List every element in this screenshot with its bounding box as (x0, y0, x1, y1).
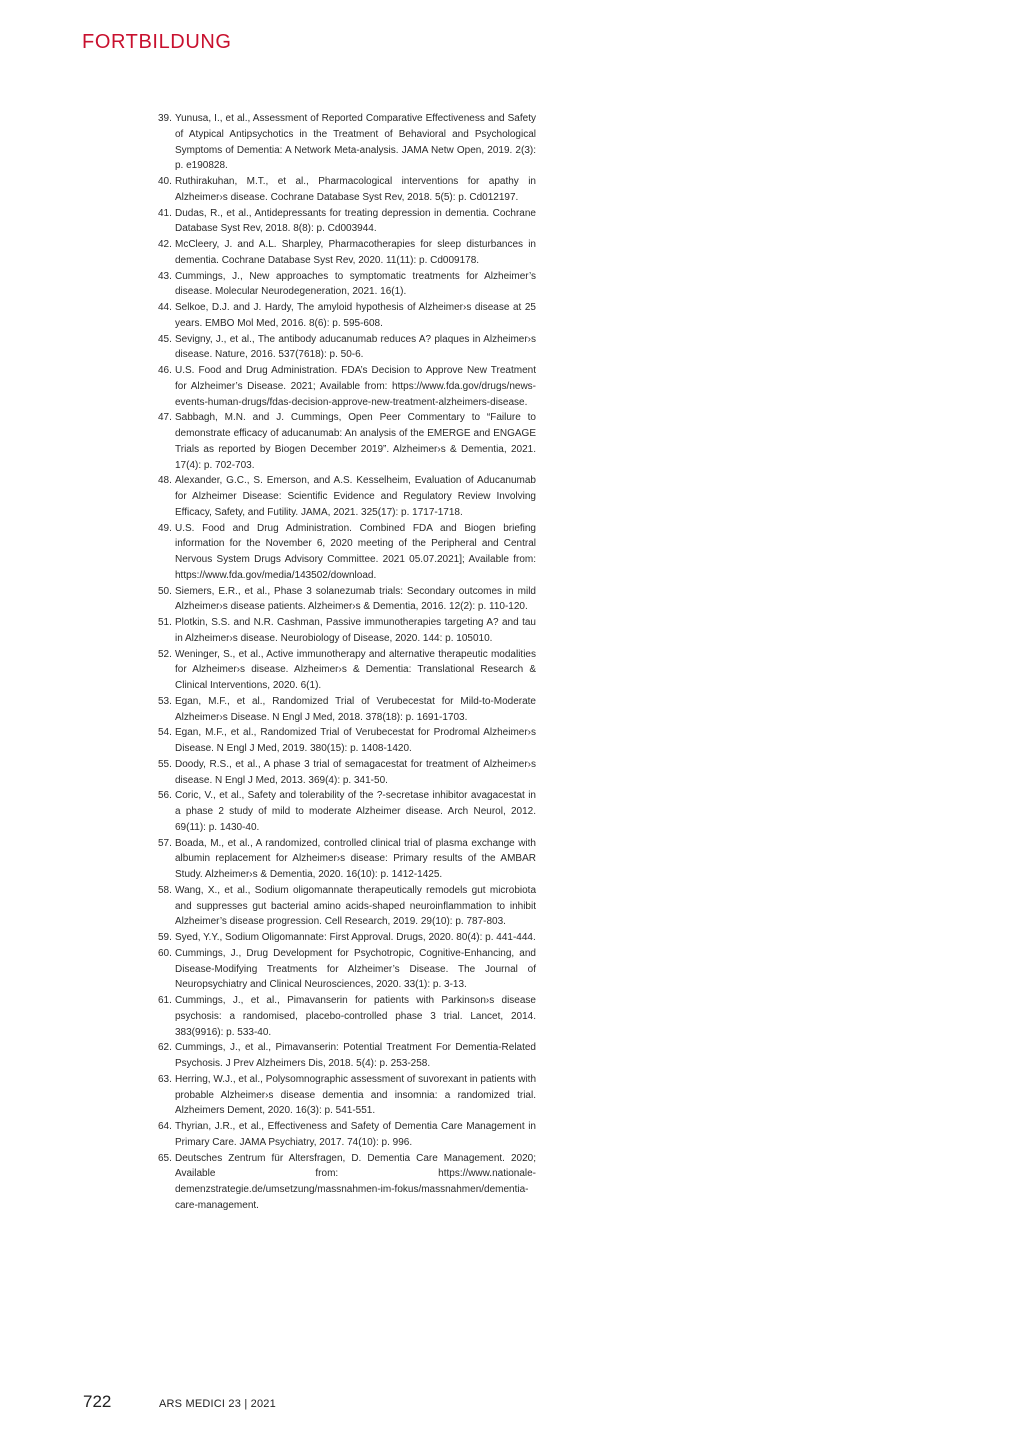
reference-item (158, 757, 536, 789)
reference-text: Alexander, G.C., S. Emerson, and A.S. Kesselheim, Evaluation of Aducanumab for Alzheimer Disease: Scientific Evidence and Regulatory Review Involving Efficacy, Safety, and Futility. JAMA, 2021. 325(17): p. 1717-1718. (175, 475, 536, 518)
reference-number: 58. (158, 884, 172, 896)
reference-number: 44. (158, 302, 172, 313)
reference-item (158, 521, 536, 584)
section-header: FORTBILDUNG (82, 31, 232, 53)
journal-info: ARS MEDICI 23 | 2021 (159, 1398, 276, 1410)
reference-list (158, 111, 536, 1214)
reference-item (158, 647, 536, 694)
reference-number: 41. (158, 207, 172, 219)
reference-item (158, 269, 536, 301)
reference-item (158, 473, 536, 520)
reference-number: 55. (158, 758, 172, 770)
reference-number: 62. (158, 1042, 172, 1054)
reference-text: Cummings, J., et al., Pimavanserin for patients with Parkinson›s disease psychosis: a randomised, placebo-controlled phase 3 trial. Lancet, 2014. 383(9916): p. 533-40. (175, 995, 536, 1038)
reference-number: 45. (158, 333, 172, 345)
reference-text: Syed, Y.Y., Sodium Oligomannate: First Approval. Drugs, 2020. 80(4): p. 441-444. (175, 932, 536, 943)
reference-text: Cummings, J., New approaches to symptomatic treatments for Alzheimer’s disease. Molecular Neurodegeneration, 2021. 16(1). (175, 270, 536, 298)
reference-number: 59. (158, 932, 172, 943)
reference-text: Weninger, S., et al., Active immunotherapy and alternative therapeutic modalities for Alzheimer›s disease. Alzheimer›s & Dementia: Translational Research & Clinical Interventions, 2020. 6(1). (175, 648, 536, 691)
reference-number: 40. (158, 176, 172, 187)
reference-number: 46. (158, 365, 172, 376)
reference-item (158, 788, 536, 835)
reference-item (158, 300, 536, 332)
reference-item (158, 410, 536, 473)
reference-item (158, 993, 536, 1040)
reference-text: Wang, X., et al., Sodium oligomannate therapeutically remodels gut microbiota and suppresses gut bacterial amino acids-shaped neuroinflammation to inhibit Alzheimer’s disease progression. Cell Research, 2019. 29(10): p. 787-803. (175, 884, 536, 928)
reference-item (158, 584, 536, 616)
reference-text: Egan, M.F., et al., Randomized Trial of Verubecestat for Prodromal Alzheimer›s Disease. N Engl J Med, 2019. 380(15): p. 1408-1420. (175, 727, 536, 754)
reference-number: 42. (158, 239, 172, 250)
reference-item (158, 332, 536, 364)
reference-text: Cummings, J., Drug Development for Psychotropic, Cognitive-Enhancing, and Disease-Modifying Treatments for Alzheimer’s Disease. The Journal of Neuropsychiatry and Clinical Neurosciences, 2020. 33(1): p. 3-13. (175, 947, 536, 991)
reference-number: 60. (158, 947, 172, 959)
reference-number: 51. (158, 617, 172, 628)
reference-text: Ruthirakuhan, M.T., et al., Pharmacological interventions for apathy in Alzheimer›s disease. Cochrane Database Syst Rev, 2018. 5(5): p. Cd012197. (175, 176, 536, 203)
reference-number: 65. (158, 1152, 172, 1164)
reference-text: Siemers, E.R., et al., Phase 3 solanezumab trials: Secondary outcomes in mild Alzheimer›s disease patients. Alzheimer›s & Dementia, 2016. 12(2): p. 110-120. (175, 585, 536, 613)
reference-item (158, 694, 536, 726)
reference-text: Doody, R.S., et al., A phase 3 trial of semagacestat for treatment of Alzheimer›s disease. N Engl J Med, 2013. 369(4): p. 341-50. (175, 758, 536, 786)
reference-item (158, 363, 536, 410)
reference-text: Sevigny, J., et al., The antibody aducanumab reduces A? plaques in Alzheimer›s disease. Nature, 2016. 537(7618): p. 50-6. (175, 333, 536, 361)
reference-number: 64. (158, 1121, 172, 1132)
reference-text: Thyrian, J.R., et al., Effectiveness and Safety of Dementia Care Management in Primary Care. JAMA Psychiatry, 2017. 74(10): p. 996. (175, 1121, 536, 1148)
reference-text: Deutsches Zentrum für Altersfragen, D. Dementia Care Management. 2020; Available from: https://www.nationale-demenzstrategie.de/umsetzung/massnahmen-im-fokus/massnahmen/dementia-care-management. (175, 1152, 536, 1211)
reference-text: Dudas, R., et al., Antidepressants for treating depression in dementia. Cochrane Database Syst Rev, 2018. 8(8): p. Cd003944. (175, 207, 536, 235)
reference-item (158, 1040, 536, 1072)
reference-number: 48. (158, 475, 172, 487)
reference-item (158, 930, 536, 946)
reference-number: 49. (158, 522, 172, 534)
reference-number: 54. (158, 727, 172, 739)
page-footer (83, 1392, 276, 1416)
reference-item (158, 725, 536, 757)
reference-item (158, 1072, 536, 1119)
reference-text: Coric, V., et al., Safety and tolerability of the ?-secretase inhibitor avagacestat in a phase 2 study of mild to moderate Alzheimer disease. Arch Neurol, 2012. 69(11): p. 1430-40. (175, 790, 536, 833)
reference-number: 52. (158, 648, 172, 660)
reference-text: McCleery, J. and A.L. Sharpley, Pharmacotherapies for sleep disturbances in dementia. Cochrane Database Syst Rev, 2020. 11(11): p. Cd009178. (175, 239, 536, 266)
reference-item (158, 883, 536, 930)
reference-text: Egan, M.F., et al., Randomized Trial of Verubecestat for Mild-to-Moderate Alzheimer›s Disease. N Engl J Med, 2018. 378(18): p. 1691-1703. (175, 695, 536, 723)
reference-text: Cummings, J., et al., Pimavanserin: Potential Treatment For Dementia-Related Psychosis. J Prev Alzheimers Dis, 2018. 5(4): p. 253-258. (175, 1042, 536, 1069)
reference-text: Sabbagh, M.N. and J. Cummings, Open Peer Commentary to “Failure to demonstrate efficacy of aducanumab: An analysis of the EMERGE and ENGAGE Trials as reported by Biogen December 2019”. Alzheimer›s & Dementia, 2021. 17(4): p. 702-703. (175, 412, 536, 471)
reference-text: Herring, W.J., et al., Polysomnographic assessment of suvorexant in patients with probable Alzheimer›s disease dementia and insomnia: a randomized trial. Alzheimers Dement, 2020. 16(3): p. 541-551. (175, 1073, 536, 1117)
reference-text: U.S. Food and Drug Administration. FDA’s Decision to Approve New Treatment for Alzheimer’s Disease. 2021; Available from: https://www.fda.gov/drugs/news-events-human-drugs/fdas-decision-approve-new-treatment-alzheimers-disease. (175, 365, 536, 408)
reference-number: 43. (158, 270, 172, 282)
reference-number: 39. (158, 113, 172, 124)
reference-item (158, 615, 536, 647)
page-number: 722 (83, 1392, 112, 1411)
reference-text: U.S. Food and Drug Administration. Combined FDA and Biogen briefing information for the November 6, 2020 meeting of the Peripheral and Central Nervous System Drugs Advisory Committee. 2021 05.07.2021]; Available from: https://www.fda.gov/media/143502/download. (175, 522, 536, 581)
reference-text: Plotkin, S.S. and N.R. Cashman, Passive immunotherapies targeting A? and tau in Alzheimer›s disease. Neurobiology of Disease, 2020. 144: p. 105010. (175, 617, 536, 644)
reference-text: Selkoe, D.J. and J. Hardy, The amyloid hypothesis of Alzheimer›s disease at 25 years. EMBO Mol Med, 2016. 8(6): p. 595-608. (175, 302, 536, 329)
reference-number: 63. (158, 1073, 172, 1085)
reference-number: 56. (158, 790, 172, 802)
reference-number: 47. (158, 412, 172, 424)
reference-number: 57. (158, 837, 172, 849)
reference-item (158, 237, 536, 269)
reference-number: 61. (158, 995, 172, 1006)
reference-item (158, 206, 536, 238)
reference-item (158, 174, 536, 206)
reference-item (158, 836, 536, 883)
reference-number: 50. (158, 585, 172, 597)
reference-number: 53. (158, 695, 172, 707)
reference-item (158, 111, 536, 174)
reference-text: Boada, M., et al., A randomized, controlled clinical trial of plasma exchange with albumin replacement for Alzheimer›s disease: Primary results of the AMBAR Study. Alzheimer›s & Dementia, 2020. 16(10): p. 1412-1425. (175, 837, 536, 880)
reference-text: Yunusa, I., et al., Assessment of Reported Comparative Effectiveness and Safety of Atypical Antipsychotics in the Treatment of Behavioral and Psychological Symptoms of Dementia: A Network Meta-analysis. JAMA Netw Open, 2019. 2(3): p. e190828. (175, 113, 536, 172)
reference-item (158, 946, 536, 993)
reference-item (158, 1119, 536, 1151)
reference-item (158, 1151, 536, 1214)
